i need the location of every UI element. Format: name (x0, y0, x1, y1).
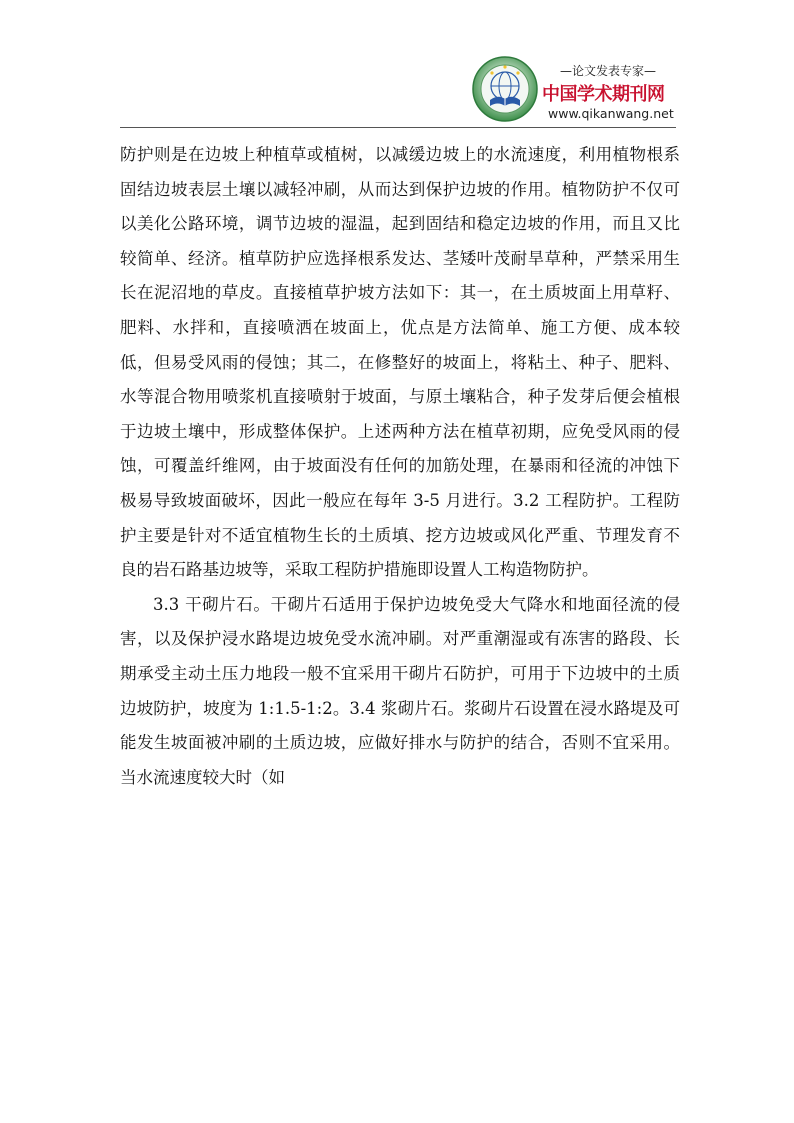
site-header (470, 52, 675, 128)
body-paragraph-1: 防护则是在边坡上种植草或植树，以减缓边坡上的水流速度，利用植物根系固结边坡表层土壤以减轻冲刷，从而达到保护边坡的作用。植物防护不仅可以美化公路环境，调节边坡的湿温，起到固结和稳定边坡的作用，而且又比较简单、经济。植草防护应选择根系发达、茎矮叶茂耐旱草种，严禁采用生长在泥沼地的草皮。直接植草护坡方法如下：其一，在土质坡面上用草籽、肥料、水拌和，直接喷洒在坡面上，优点是方法简单、施工方便、成本较低，但易受风雨的侵蚀；其二，在修整好的坡面上，将粘土、种子、肥料、水等混合物用喷浆机直接喷射于坡面，与原土壤粘合，种子发芽后便会植根于边坡土壤中，形成整体保护。上述两种方法在植草初期，应免受风雨的侵蚀，可覆盖纤维网，由于坡面没有任何的加筋处理，在暴雨和径流的冲蚀下极易导致坡面破坏，因此一般应在每年 3-5 月进行。3.2 工程防护。工程防护主要是针对不适宜植物生长的土质填、挖方边坡或风化严重、节理发育不良的岩石路基边坡等，采取工程防护措施即设置人工构造物防护。 (120, 145, 680, 580)
header-url: www.qikanwang.net (548, 106, 674, 121)
book-globe-logo-icon (472, 56, 538, 122)
header-brand-title: 中国学术期刊网 (542, 84, 665, 105)
header-divider (120, 127, 676, 128)
header-tagline: —论文发表专家— (559, 64, 656, 78)
logo-graphic (472, 56, 538, 122)
document-body (120, 138, 680, 795)
body-paragraph-2: 3.3 干砌片石。干砌片石适用于保护边坡免受大气降水和地面径流的侵害，以及保护浸水路堤边坡免受水流冲刷。对严重潮湿或有冻害的路段、长期承受主动土压力地段一般不宜采用干砌片石防护，可用于下边坡中的土质边坡防护，坡度为 1:1.5-1:2。3.4 浆砌片石。浆砌片石设置在浸水路堤及可能发生坡面被冲刷的土质边坡，应做好排水与防护的结合，否则不宜采用。当水流速度较大时（如 (120, 594, 680, 787)
